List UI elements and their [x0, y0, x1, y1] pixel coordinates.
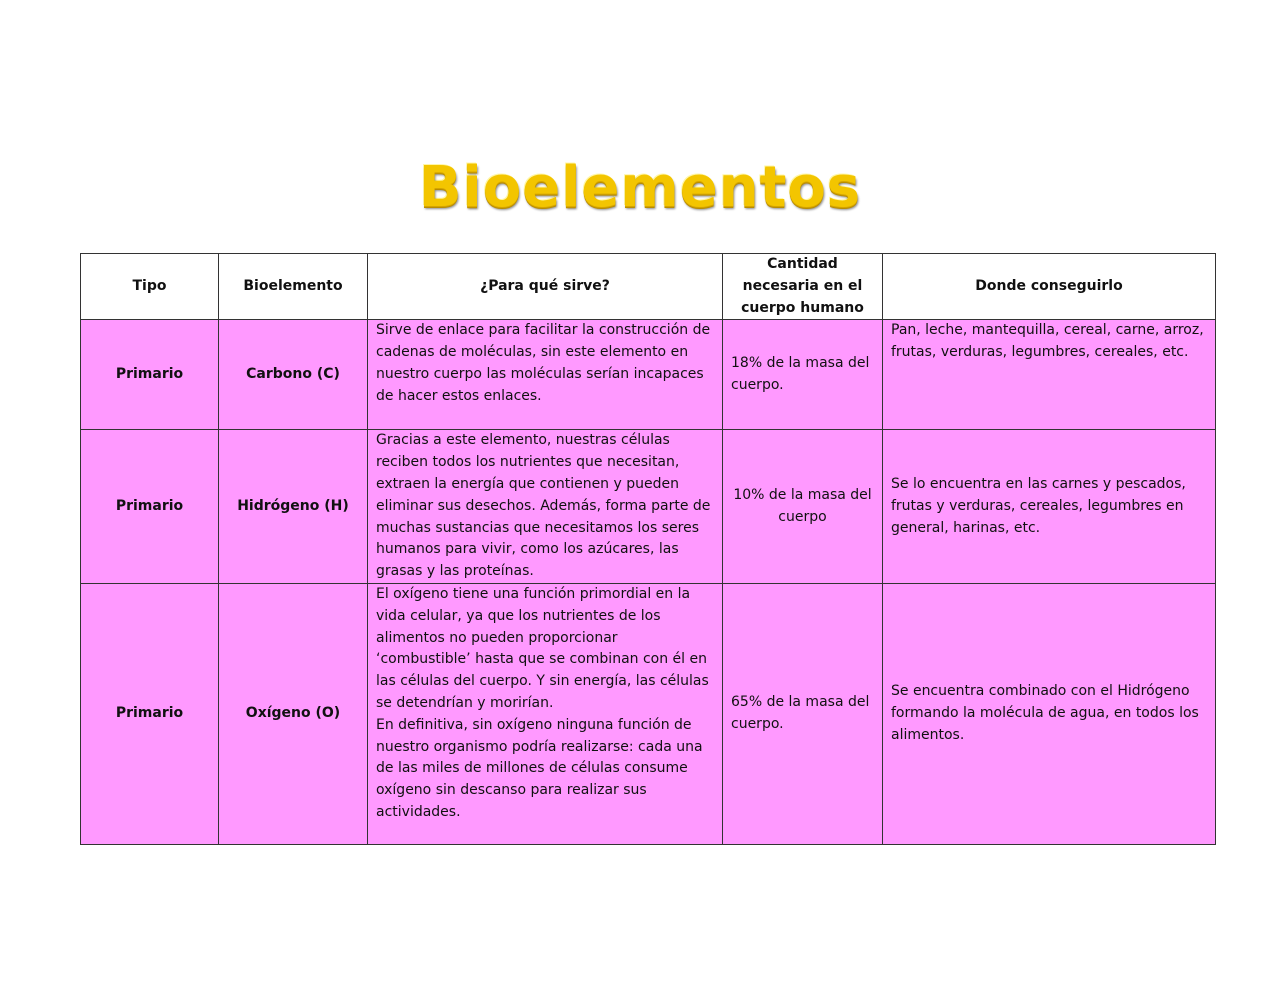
cell-donde-conseguirlo: Se lo encuentra en las carnes y pescados, frutas y verduras, cereales, legumbres en general, harinas, etc.: [883, 430, 1216, 584]
header-tipo: Tipo: [81, 254, 219, 320]
cell-cantidad: 10% de la masa del cuerpo: [723, 430, 883, 584]
cell-bioelemento: Hidrógeno (H): [219, 430, 368, 584]
cell-bioelemento: Oxígeno (O): [219, 583, 368, 844]
cell-tipo: Primario: [81, 430, 219, 584]
table-row: [81, 320, 1216, 430]
header-para-que-sirve: ¿Para qué sirve?: [368, 254, 723, 320]
header-bioelemento: Bioelemento: [219, 254, 368, 320]
cell-cantidad: 65% de la masa del cuerpo.: [723, 583, 883, 844]
header-cantidad: Cantidad necesaria en el cuerpo humano: [723, 254, 883, 320]
cell-bioelemento: Carbono (C): [219, 320, 368, 430]
cell-para-que-sirve-text: Sirve de enlace para facilitar la construcción de cadenas de moléculas, sin este elemento en nuestro cuerpo las moléculas serían incapaces de hacer estos enlaces.: [376, 322, 711, 404]
cell-cantidad: 18% de la masa del cuerpo.: [723, 320, 883, 430]
table-row: [81, 583, 1216, 844]
bioelementos-table: [80, 253, 1216, 845]
cell-tipo: Primario: [81, 320, 219, 430]
header-donde-conseguirlo: Donde conseguirlo: [883, 254, 1216, 320]
cell-para-que-sirve: [368, 430, 723, 584]
cell-donde-conseguirlo: Pan, leche, mantequilla, cereal, carne, arroz, frutas, verduras, legumbres, cereales, etc.: [883, 320, 1216, 430]
table-header-row: [81, 254, 1216, 320]
table-row: [81, 430, 1216, 584]
bioelementos-table-container: [80, 253, 1216, 845]
cell-tipo: Primario: [81, 583, 219, 844]
cell-para-que-sirve: [368, 320, 723, 430]
cell-para-que-sirve-text: El oxígeno tiene una función primordial en la vida celular, ya que los nutrientes de los alimentos no pueden proporcionar ‘combustible’ hasta que se combinan con él en las células del cuerpo. Y sin energía, las células se detendrían y morirían. En definitiva, sin oxígeno ninguna función de nuestro organismo podría realizarse: cada una de las miles de millones de células consume oxígeno sin descanso para realizar sus actividades.: [376, 585, 709, 820]
page-title: Bioelementos: [418, 155, 862, 220]
cell-donde-conseguirlo: Se encuentra combinado con el Hidrógeno formando la molécula de agua, en todos los alimentos.: [883, 583, 1216, 844]
cell-para-que-sirve-text: Gracias a este elemento, nuestras células reciben todos los nutrientes que necesitan, extraen la energía que contienen y pueden eliminar sus desechos. Además, forma parte de muchas sustancias que necesitamos los seres humanos para vivir, como los azúcares, las grasas y las proteínas.: [376, 432, 711, 580]
cell-para-que-sirve: [368, 583, 723, 844]
